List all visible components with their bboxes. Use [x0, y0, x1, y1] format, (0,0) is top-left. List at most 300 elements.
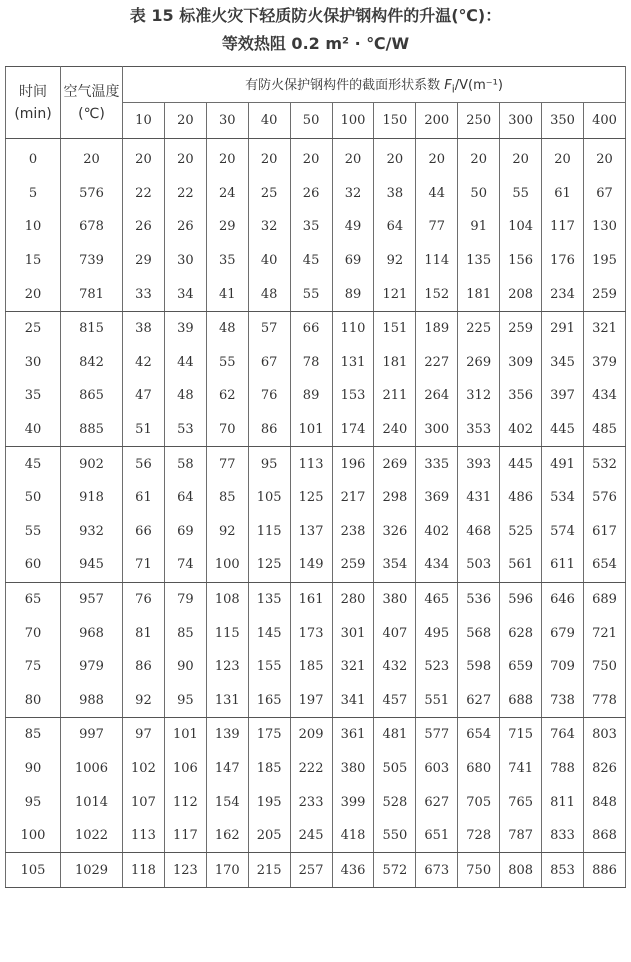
- steel-temp-cell: 833: [542, 819, 584, 853]
- steel-temp-cell: 679: [542, 616, 584, 650]
- steel-temp-cell: 20: [500, 139, 542, 177]
- steel-temp-cell: 269: [458, 346, 500, 380]
- steel-temp-cell: 95: [164, 684, 206, 718]
- steel-temp-cell: 135: [248, 582, 290, 616]
- time-cell: 55: [6, 515, 61, 549]
- header-factor: 350: [542, 103, 584, 139]
- steel-temp-cell: 257: [290, 853, 332, 888]
- steel-temp-cell: 211: [374, 379, 416, 413]
- table-row: [6, 177, 626, 211]
- steel-temp-cell: 431: [458, 481, 500, 515]
- table-row: [6, 819, 626, 853]
- steel-temp-cell: 64: [374, 210, 416, 244]
- steel-temp-cell: 259: [332, 548, 374, 582]
- time-cell: 20: [6, 277, 61, 311]
- steel-temp-cell: 222: [290, 752, 332, 786]
- steel-temp-cell: 20: [332, 139, 374, 177]
- steel-temp-cell: 402: [500, 413, 542, 447]
- steel-temp-cell: 301: [332, 616, 374, 650]
- air-temp-cell: 918: [61, 481, 123, 515]
- steel-temp-cell: 20: [248, 139, 290, 177]
- steel-temp-cell: 170: [206, 853, 248, 888]
- steel-temp-cell: 764: [542, 718, 584, 752]
- steel-temp-cell: 534: [542, 481, 584, 515]
- steel-temp-cell: 380: [332, 752, 374, 786]
- steel-temp-cell: 32: [332, 177, 374, 211]
- steel-temp-cell: 651: [416, 819, 458, 853]
- steel-temp-cell: 680: [458, 752, 500, 786]
- steel-temp-cell: 356: [500, 379, 542, 413]
- steel-temp-cell: 181: [458, 277, 500, 311]
- table-row: [6, 785, 626, 819]
- table-row: [6, 244, 626, 278]
- time-cell: 105: [6, 853, 61, 888]
- air-temp-cell: 576: [61, 177, 123, 211]
- steel-temp-cell: 30: [164, 244, 206, 278]
- steel-temp-cell: 89: [290, 379, 332, 413]
- steel-temp-cell: 561: [500, 548, 542, 582]
- steel-temp-cell: 20: [458, 139, 500, 177]
- steel-temp-cell: 108: [206, 582, 248, 616]
- steel-temp-cell: 149: [290, 548, 332, 582]
- table-row: [6, 346, 626, 380]
- table-row: [6, 210, 626, 244]
- steel-temp-cell: 45: [290, 244, 332, 278]
- steel-temp-cell: 393: [458, 447, 500, 481]
- air-temp-cell: 781: [61, 277, 123, 311]
- steel-temp-cell: 596: [500, 582, 542, 616]
- steel-temp-cell: 627: [416, 785, 458, 819]
- steel-temp-cell: 78: [290, 346, 332, 380]
- steel-temp-cell: 100: [206, 548, 248, 582]
- time-cell: 75: [6, 650, 61, 684]
- steel-temp-cell: 20: [290, 139, 332, 177]
- steel-temp-cell: 39: [164, 311, 206, 345]
- steel-temp-cell: 156: [500, 244, 542, 278]
- steel-temp-cell: 572: [374, 853, 416, 888]
- steel-temp-cell: 269: [374, 447, 416, 481]
- steel-temp-cell: 264: [416, 379, 458, 413]
- steel-temp-cell: 117: [542, 210, 584, 244]
- steel-temp-cell: 234: [542, 277, 584, 311]
- steel-temp-cell: 104: [500, 210, 542, 244]
- steel-temp-cell: 69: [332, 244, 374, 278]
- steel-temp-cell: 44: [164, 346, 206, 380]
- steel-temp-cell: 341: [332, 684, 374, 718]
- steel-temp-cell: 20: [374, 139, 416, 177]
- steel-temp-cell: 112: [164, 785, 206, 819]
- time-cell: 15: [6, 244, 61, 278]
- steel-temp-cell: 154: [206, 785, 248, 819]
- steel-temp-cell: 101: [164, 718, 206, 752]
- steel-temp-cell: 627: [458, 684, 500, 718]
- steel-temp-cell: 48: [206, 311, 248, 345]
- header-section-factor-symbol: F: [444, 77, 452, 93]
- steel-temp-cell: 71: [123, 548, 165, 582]
- steel-temp-cell: 175: [248, 718, 290, 752]
- steel-temp-cell: 69: [164, 515, 206, 549]
- steel-temp-cell: 70: [206, 413, 248, 447]
- steel-temp-cell: 765: [500, 785, 542, 819]
- steel-temp-cell: 240: [374, 413, 416, 447]
- air-temp-cell: 945: [61, 548, 123, 582]
- steel-temp-cell: 225: [458, 311, 500, 345]
- steel-temp-cell: 353: [458, 413, 500, 447]
- time-cell: 25: [6, 311, 61, 345]
- steel-temp-cell: 778: [583, 684, 625, 718]
- header-section-factor-label: 有防火保护钢构件的截面形状系数: [245, 77, 441, 93]
- steel-temp-cell: 117: [164, 819, 206, 853]
- steel-temp-cell: 259: [500, 311, 542, 345]
- steel-temp-cell: 434: [583, 379, 625, 413]
- steel-temp-cell: 715: [500, 718, 542, 752]
- air-temp-cell: 997: [61, 718, 123, 752]
- steel-temp-cell: 105: [248, 481, 290, 515]
- steel-temp-cell: 86: [248, 413, 290, 447]
- steel-temp-cell: 576: [583, 481, 625, 515]
- steel-temp-cell: 688: [500, 684, 542, 718]
- steel-temp-cell: 486: [500, 481, 542, 515]
- air-temp-cell: 1022: [61, 819, 123, 853]
- steel-temp-cell: 787: [500, 819, 542, 853]
- steel-temp-cell: 598: [458, 650, 500, 684]
- steel-temp-cell: 205: [248, 819, 290, 853]
- steel-temp-cell: 92: [374, 244, 416, 278]
- steel-temp-cell: 603: [416, 752, 458, 786]
- steel-temp-cell: 215: [248, 853, 290, 888]
- steel-temp-cell: 20: [416, 139, 458, 177]
- steel-temp-cell: 106: [164, 752, 206, 786]
- steel-temp-cell: 361: [332, 718, 374, 752]
- steel-temp-cell: 161: [290, 582, 332, 616]
- header-time: 时间(min): [6, 67, 61, 139]
- table-row: [6, 616, 626, 650]
- steel-temp-cell: 55: [290, 277, 332, 311]
- header-air-temp: 空气温度(℃): [61, 67, 123, 139]
- steel-temp-cell: 465: [416, 582, 458, 616]
- steel-temp-cell: 532: [583, 447, 625, 481]
- steel-temp-cell: 808: [500, 853, 542, 888]
- steel-temp-cell: 48: [248, 277, 290, 311]
- steel-temp-cell: 101: [290, 413, 332, 447]
- steel-temp-cell: 738: [542, 684, 584, 718]
- steel-temp-cell: 321: [332, 650, 374, 684]
- steel-temp-cell: 611: [542, 548, 584, 582]
- air-temp-cell: 678: [61, 210, 123, 244]
- steel-temp-cell: 20: [123, 139, 165, 177]
- steel-temp-cell: 51: [123, 413, 165, 447]
- steel-temp-cell: 528: [374, 785, 416, 819]
- time-cell: 40: [6, 413, 61, 447]
- steel-temp-cell: 151: [374, 311, 416, 345]
- steel-temp-cell: 62: [206, 379, 248, 413]
- time-cell: 70: [6, 616, 61, 650]
- steel-temp-cell: 550: [374, 819, 416, 853]
- steel-temp-cell: 577: [416, 718, 458, 752]
- steel-temp-cell: 195: [248, 785, 290, 819]
- steel-temp-cell: 354: [374, 548, 416, 582]
- steel-temp-cell: 445: [542, 413, 584, 447]
- steel-temp-cell: 22: [164, 177, 206, 211]
- steel-temp-cell: 121: [374, 277, 416, 311]
- steel-temp-cell: 152: [416, 277, 458, 311]
- steel-temp-cell: 468: [458, 515, 500, 549]
- steel-temp-cell: 673: [416, 853, 458, 888]
- air-temp-cell: 885: [61, 413, 123, 447]
- steel-temp-cell: 22: [123, 177, 165, 211]
- steel-temp-cell: 76: [123, 582, 165, 616]
- steel-temp-cell: 66: [123, 515, 165, 549]
- table-row: [6, 853, 626, 888]
- steel-temp-cell: 110: [332, 311, 374, 345]
- steel-temp-cell: 29: [123, 244, 165, 278]
- table-row: [6, 413, 626, 447]
- steel-temp-cell: 208: [500, 277, 542, 311]
- steel-temp-cell: 345: [542, 346, 584, 380]
- steel-temp-cell: 162: [206, 819, 248, 853]
- steel-temp-cell: 48: [164, 379, 206, 413]
- steel-temp-cell: 826: [583, 752, 625, 786]
- air-temp-cell: 842: [61, 346, 123, 380]
- steel-temp-cell: 79: [164, 582, 206, 616]
- header-factor: 300: [500, 103, 542, 139]
- steel-temp-cell: 81: [123, 616, 165, 650]
- air-temp-cell: 988: [61, 684, 123, 718]
- table-row: [6, 548, 626, 582]
- table-row: [6, 582, 626, 616]
- steel-temp-cell: 20: [206, 139, 248, 177]
- steel-temp-cell: 407: [374, 616, 416, 650]
- table-row: [6, 684, 626, 718]
- steel-temp-cell: 574: [542, 515, 584, 549]
- header-factor: 50: [290, 103, 332, 139]
- steel-temp-cell: 86: [123, 650, 165, 684]
- air-temp-cell: 815: [61, 311, 123, 345]
- steel-temp-cell: 135: [458, 244, 500, 278]
- table-row: [6, 139, 626, 177]
- steel-temp-cell: 568: [458, 616, 500, 650]
- steel-temp-cell: 298: [374, 481, 416, 515]
- steel-temp-cell: 481: [374, 718, 416, 752]
- table-body: [6, 139, 626, 888]
- header-factor: 40: [248, 103, 290, 139]
- air-temp-cell: 739: [61, 244, 123, 278]
- steel-temp-cell: 47: [123, 379, 165, 413]
- steel-temp-cell: 525: [500, 515, 542, 549]
- steel-temp-cell: 185: [290, 650, 332, 684]
- steel-temp-cell: 523: [416, 650, 458, 684]
- steel-temp-cell: 654: [583, 548, 625, 582]
- steel-temp-cell: 495: [416, 616, 458, 650]
- header-section-factor: [123, 67, 626, 103]
- steel-temp-cell: 788: [542, 752, 584, 786]
- steel-temp-cell: 153: [332, 379, 374, 413]
- time-cell: 5: [6, 177, 61, 211]
- time-cell: 80: [6, 684, 61, 718]
- steel-temp-cell: 123: [164, 853, 206, 888]
- header-section-factor-sub: i: [451, 82, 455, 96]
- air-temp-cell: 20: [61, 139, 123, 177]
- steel-temp-cell: 536: [458, 582, 500, 616]
- steel-temp-cell: 32: [248, 210, 290, 244]
- steel-temp-cell: 886: [583, 853, 625, 888]
- steel-temp-cell: 245: [290, 819, 332, 853]
- steel-temp-cell: 95: [248, 447, 290, 481]
- air-temp-cell: 968: [61, 616, 123, 650]
- steel-temp-cell: 750: [458, 853, 500, 888]
- steel-temp-cell: 74: [164, 548, 206, 582]
- header-factor: 200: [416, 103, 458, 139]
- steel-temp-cell: 55: [500, 177, 542, 211]
- air-temp-cell: 1006: [61, 752, 123, 786]
- steel-temp-cell: 628: [500, 616, 542, 650]
- steel-temp-cell: 238: [332, 515, 374, 549]
- steel-temp-cell: 551: [416, 684, 458, 718]
- time-cell: 10: [6, 210, 61, 244]
- steel-temp-cell: 181: [374, 346, 416, 380]
- steel-temp-cell: 20: [542, 139, 584, 177]
- steel-temp-cell: 617: [583, 515, 625, 549]
- steel-temp-cell: 173: [290, 616, 332, 650]
- steel-temp-cell: 76: [248, 379, 290, 413]
- steel-temp-cell: 491: [542, 447, 584, 481]
- time-cell: 100: [6, 819, 61, 853]
- steel-temp-cell: 155: [248, 650, 290, 684]
- steel-temp-cell: 505: [374, 752, 416, 786]
- steel-temp-cell: 137: [290, 515, 332, 549]
- steel-temp-cell: 33: [123, 277, 165, 311]
- time-cell: 65: [6, 582, 61, 616]
- steel-temp-cell: 185: [248, 752, 290, 786]
- steel-temp-cell: 118: [123, 853, 165, 888]
- steel-temp-cell: 58: [164, 447, 206, 481]
- air-temp-cell: 865: [61, 379, 123, 413]
- steel-temp-cell: 321: [583, 311, 625, 345]
- steel-temp-cell: 97: [123, 718, 165, 752]
- header-factor: 100: [332, 103, 374, 139]
- steel-temp-cell: 445: [500, 447, 542, 481]
- table-row: [6, 379, 626, 413]
- header-factor: 30: [206, 103, 248, 139]
- steel-temp-cell: 40: [248, 244, 290, 278]
- steel-temp-cell: 259: [583, 277, 625, 311]
- steel-temp-cell: 114: [416, 244, 458, 278]
- air-temp-cell: 1029: [61, 853, 123, 888]
- table-subtitle: 等效热阻 0.2 m² · ℃/W: [221, 34, 410, 53]
- air-temp-cell: 1014: [61, 785, 123, 819]
- time-cell: 30: [6, 346, 61, 380]
- steel-temp-cell: 67: [248, 346, 290, 380]
- steel-temp-cell: 233: [290, 785, 332, 819]
- steel-temp-cell: 91: [458, 210, 500, 244]
- steel-temp-cell: 848: [583, 785, 625, 819]
- air-temp-cell: 957: [61, 582, 123, 616]
- steel-temp-cell: 113: [290, 447, 332, 481]
- time-cell: 85: [6, 718, 61, 752]
- steel-temp-cell: 485: [583, 413, 625, 447]
- steel-temp-cell: 115: [206, 616, 248, 650]
- steel-temp-cell: 291: [542, 311, 584, 345]
- steel-temp-cell: 654: [458, 718, 500, 752]
- steel-temp-cell: 77: [206, 447, 248, 481]
- steel-temp-cell: 300: [416, 413, 458, 447]
- steel-temp-cell: 35: [206, 244, 248, 278]
- steel-temp-cell: 399: [332, 785, 374, 819]
- steel-temp-cell: 102: [123, 752, 165, 786]
- steel-temp-cell: 503: [458, 548, 500, 582]
- steel-temp-cell: 131: [206, 684, 248, 718]
- steel-temp-cell: 165: [248, 684, 290, 718]
- steel-temp-cell: 689: [583, 582, 625, 616]
- table-row: [6, 447, 626, 481]
- steel-temp-cell: 853: [542, 853, 584, 888]
- steel-temp-cell: 659: [500, 650, 542, 684]
- steel-temp-cell: 85: [206, 481, 248, 515]
- steel-temp-cell: 123: [206, 650, 248, 684]
- steel-temp-cell: 53: [164, 413, 206, 447]
- steel-temp-cell: 280: [332, 582, 374, 616]
- temperature-table: [5, 66, 626, 888]
- steel-temp-cell: 89: [332, 277, 374, 311]
- steel-temp-cell: 131: [332, 346, 374, 380]
- time-cell: 35: [6, 379, 61, 413]
- steel-temp-cell: 44: [416, 177, 458, 211]
- steel-temp-cell: 24: [206, 177, 248, 211]
- steel-temp-cell: 209: [290, 718, 332, 752]
- steel-temp-cell: 174: [332, 413, 374, 447]
- steel-temp-cell: 92: [206, 515, 248, 549]
- steel-temp-cell: 326: [374, 515, 416, 549]
- steel-temp-cell: 56: [123, 447, 165, 481]
- steel-temp-cell: 61: [123, 481, 165, 515]
- steel-temp-cell: 92: [123, 684, 165, 718]
- steel-temp-cell: 196: [332, 447, 374, 481]
- steel-temp-cell: 57: [248, 311, 290, 345]
- steel-temp-cell: 55: [206, 346, 248, 380]
- steel-temp-cell: 125: [248, 548, 290, 582]
- steel-temp-cell: 77: [416, 210, 458, 244]
- table-row: [6, 311, 626, 345]
- steel-temp-cell: 34: [164, 277, 206, 311]
- steel-temp-cell: 369: [416, 481, 458, 515]
- steel-temp-cell: 709: [542, 650, 584, 684]
- steel-temp-cell: 741: [500, 752, 542, 786]
- steel-temp-cell: 125: [290, 481, 332, 515]
- time-cell: 50: [6, 481, 61, 515]
- steel-temp-cell: 90: [164, 650, 206, 684]
- steel-temp-cell: 130: [583, 210, 625, 244]
- steel-temp-cell: 38: [123, 311, 165, 345]
- steel-temp-cell: 189: [416, 311, 458, 345]
- time-cell: 95: [6, 785, 61, 819]
- steel-temp-cell: 29: [206, 210, 248, 244]
- steel-temp-cell: 147: [206, 752, 248, 786]
- time-cell: 90: [6, 752, 61, 786]
- steel-temp-cell: 705: [458, 785, 500, 819]
- steel-temp-cell: 432: [374, 650, 416, 684]
- table-row: [6, 277, 626, 311]
- steel-temp-cell: 26: [123, 210, 165, 244]
- steel-temp-cell: 418: [332, 819, 374, 853]
- header-factor: 10: [123, 103, 165, 139]
- steel-temp-cell: 85: [164, 616, 206, 650]
- header-factor: 250: [458, 103, 500, 139]
- steel-temp-cell: 66: [290, 311, 332, 345]
- steel-temp-cell: 397: [542, 379, 584, 413]
- steel-temp-cell: 721: [583, 616, 625, 650]
- air-temp-cell: 932: [61, 515, 123, 549]
- steel-temp-cell: 20: [164, 139, 206, 177]
